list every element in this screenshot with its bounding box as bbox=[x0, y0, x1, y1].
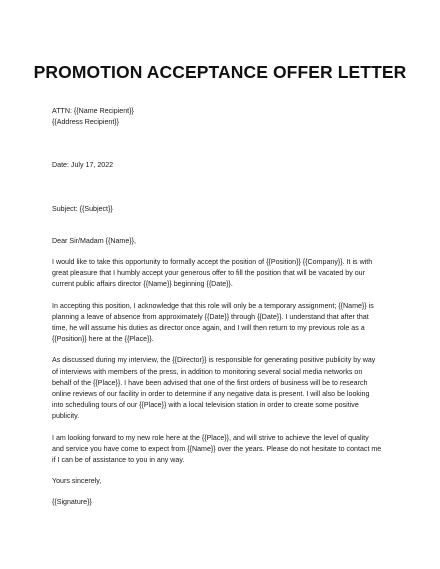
document-title: PROMOTION ACCEPTANCE OFFER LETTER bbox=[33, 62, 407, 82]
date-line: Date: July 17, 2022 bbox=[52, 161, 114, 170]
subject-line: Subject: {{Subject}} bbox=[52, 204, 113, 213]
paragraph-line: online reviews of our facility in order to determine if any negative data is present. I will also be looking bbox=[52, 390, 370, 399]
paragraph-line: publicity. bbox=[52, 412, 80, 421]
paragraph-3 bbox=[52, 355, 392, 422]
address-line: {{Address Recipient}} bbox=[52, 118, 120, 127]
letter-body bbox=[52, 106, 392, 509]
closing: Yours sincerely, bbox=[52, 477, 102, 486]
paragraph-1 bbox=[52, 257, 392, 291]
paragraph-line: I would like to take this opportunity to formally accept the position of {{Position}} {{Company}}. It is with bbox=[52, 258, 373, 267]
paragraph-line: current public affairs director {{Name}} beginning {{Date}}. bbox=[52, 280, 233, 289]
paragraph-line: great pleasure that I humbly accept your generous offer to fill the position that will be vacated by our bbox=[52, 269, 365, 278]
paragraph-line: into scheduling tours of our {{Place}} with a local television station in order to create some positive bbox=[52, 401, 359, 410]
paragraph-line: {{Position}} here at the {{Place}}. bbox=[52, 335, 154, 344]
paragraph-line: time, he will assume his duties as director once again, and I will then return to my previous role as a bbox=[52, 324, 365, 333]
salutation: Dear Sir/Madam {{Name}}, bbox=[52, 236, 136, 245]
paragraph-2 bbox=[52, 301, 392, 346]
attn-line: ATTN: {{Name Recipient}} bbox=[52, 107, 134, 115]
paragraph-line: As discussed during my interview, the {{Director}} is responsible for generating positive publicity by way bbox=[52, 356, 376, 365]
paragraph-line: if I can be of assistance to you in any way. bbox=[52, 456, 185, 465]
paragraph-4 bbox=[52, 433, 392, 467]
paragraph-line: I am looking forward to my new role here at the {{Place}}, and will strive to achieve the level of quality bbox=[52, 433, 369, 442]
paragraph-line: of interviews with members of the press, in addition to monitoring several social media networks on bbox=[52, 367, 363, 376]
paragraph-line: behalf of the {{Place}}. I have been advised that one of the first orders of business will be to research bbox=[52, 378, 368, 387]
paragraph-line: and service you have come to expect from {{Name}} over the years. Please do not hesitate to contact me bbox=[52, 444, 382, 453]
signature: {{Signature}} bbox=[52, 498, 92, 507]
paragraph-line: planning a leave of absence from approximately {{Date}} through {{Date}}. I understand that after that bbox=[52, 312, 369, 321]
paragraph-line: In accepting this position, I acknowledge that this role will only be a temporary assignment; {{Name}} is bbox=[52, 301, 374, 310]
